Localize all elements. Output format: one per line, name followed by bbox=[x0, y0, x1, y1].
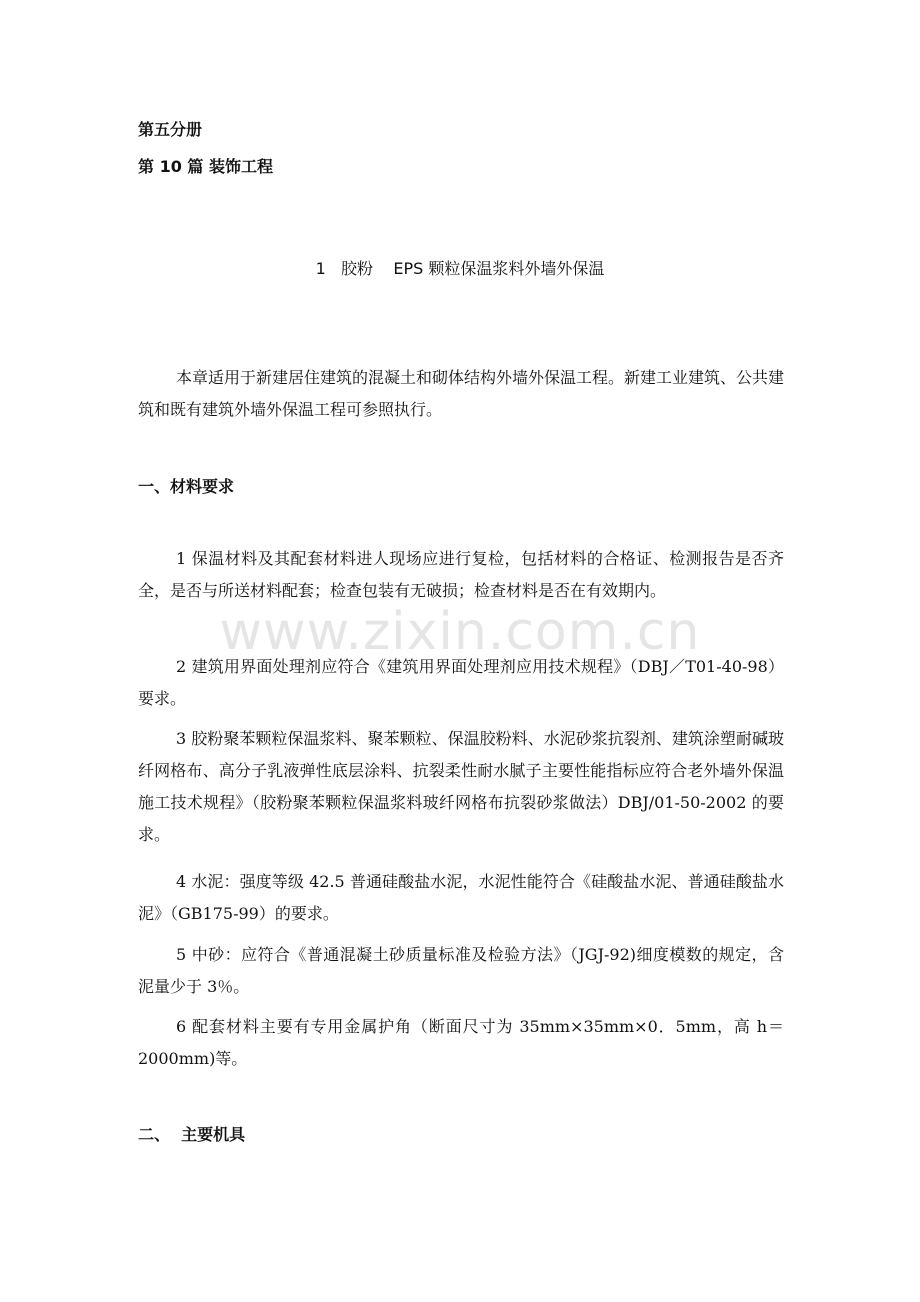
volume-heading: 第五分册 bbox=[138, 120, 203, 139]
material-item-2: 2 建筑用界面处理剂应符合《建筑用界面处理剂应用技术规程》（DBJ／T01-40-98）要求。 bbox=[138, 657, 784, 708]
intro-paragraph: 本章适用于新建居住建筑的混凝土和砌体结构外墙外保温工程。新建工业建筑、公共建筑和既有建筑外墙外保温工程可参照执行。 bbox=[138, 368, 785, 419]
watermark: www.zixin.com.cn bbox=[219, 602, 701, 662]
material-item-3: 3 胶粉聚苯颗粒保温浆料、聚苯颗粒、保温胶粉料、水泥砂浆抗裂剂、建筑涂塑耐碱玻纤网格布、高分子乳液弹性底层涂料、抗裂柔性耐水腻子主要性能指标应符合老外墙外保温施工技术规程》（胶粉聚苯颗粒保温浆料玻纤网格布抗裂砂浆做法）DBJ/01-50-2002 的要求。 bbox=[138, 729, 784, 844]
section-heading-materials: 一、材料要求 bbox=[138, 477, 235, 496]
section-heading-tools: 二、 主要机具 bbox=[138, 1125, 246, 1144]
chapter-title: 1 胶粉 EPS 颗粒保温浆料外墙外保温 bbox=[315, 259, 605, 278]
part-heading: 第 10 篇 装饰工程 bbox=[138, 157, 273, 176]
material-item-6: 6 配套材料主要有专用金属护角（断面尺寸为 35mm×35mm×0．5mm，高 h＝2000mm)等。 bbox=[138, 1017, 784, 1068]
material-item-4: 4 水泥：强度等级 42.5 普通硅酸盐水泥，水泥性能符合《硅酸盐水泥、普通硅酸盐水泥》（GB175-99）的要求。 bbox=[138, 872, 784, 923]
material-item-1: 1 保温材料及其配套材料进人现场应进行复检，包括材料的合格证、检测报告是否齐全，是否与所送材料配套；检查包装有无破损；检查材料是否在有效期内。 bbox=[138, 549, 784, 600]
material-item-5: 5 中砂：应符合《普通混凝土砂质量标准及检验方法》（JGJ-92)细度模数的规定，含泥量少于 3％。 bbox=[138, 945, 784, 996]
